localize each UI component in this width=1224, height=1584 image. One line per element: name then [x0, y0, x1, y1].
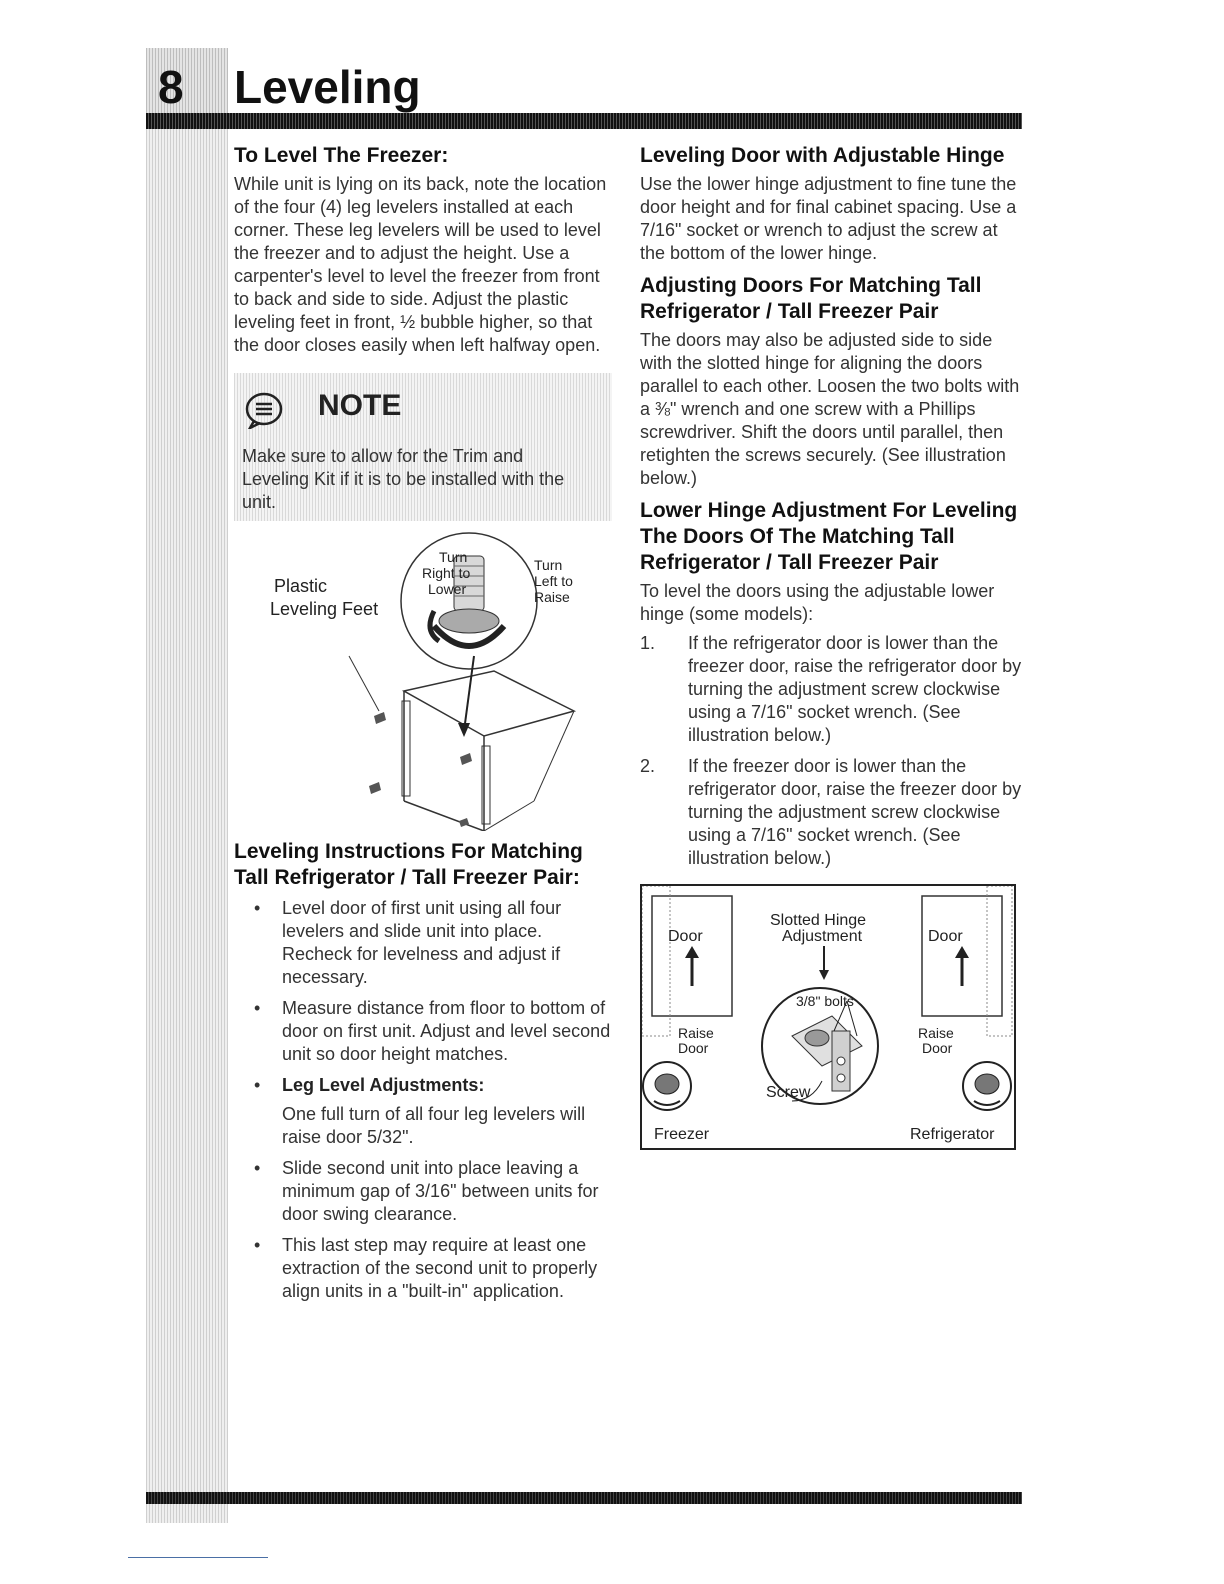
list-item: 1. If the refrigerator door is lower than the freezer door, raise the refrigerator door by turning the adjustment screw clockwise using a 7/16" socket wrench. (See illustration below.) — [640, 633, 1022, 745]
label-turn-left-2: Left to — [534, 573, 573, 589]
label-slotted-hinge: Slotted Hinge — [770, 912, 867, 929]
label-plastic: Plastic — [274, 576, 328, 596]
list-item: • This last step may require at least one extraction of the second unit to properly align units in a "built-in" application. — [234, 1234, 614, 1303]
chapter-number: 8 — [158, 61, 184, 113]
label-raise-left: Raise — [678, 1025, 714, 1041]
list-item: • Level door of first unit using all four levelers and slide unit into place. Recheck for levelness and adjust if necessary. — [234, 897, 614, 989]
footer-rule — [146, 1492, 1022, 1504]
label-door-left: Door — [668, 928, 703, 945]
label-bolts: 3/8" bolts — [796, 993, 854, 1009]
freezer-heading: To Level The Freezer: — [234, 144, 449, 167]
label-door-right-raise: Door — [922, 1040, 953, 1056]
hinge-illustration — [640, 884, 1016, 1150]
label-turn-right-2: Right to — [422, 565, 471, 581]
footer-link-line — [128, 1557, 268, 1558]
label-turn-left-3: Raise — [534, 589, 570, 605]
list-item: • Measure distance from floor to bottom of door on first unit. Adjust and level second unit so door height matches. — [234, 997, 614, 1066]
doors-text: The doors may also be adjusted side to side with the slotted hinge for aligning the doors parallel to each other. Loosen the two bolts with a ⅜" wrench and one screw with a Phillips screwdriver. Shift the doors until parallel, then retighten the screws securely. (See illustration below.) — [640, 330, 1020, 488]
label-door-right: Door — [928, 928, 963, 945]
note-box — [234, 373, 612, 521]
hinge-text: Use the lower hinge adjustment to fine tune the door height and for final cabinet spacing. Use a 7/16" socket or wrench to adjust the screw at the bottom of the lower hinge. — [640, 174, 1017, 263]
leveling-feet-illustration — [234, 531, 614, 831]
label-leveling-feet: Leveling Feet — [270, 599, 379, 619]
label-adjustment: Adjustment — [782, 928, 863, 945]
sidebar-pattern — [146, 113, 228, 1523]
lower-hinge-text: To level the doors using the adjustable lower hinge (some models): — [640, 581, 995, 624]
lower-hinge-heading: Lower Hinge Adjustment For Leveling The Doors Of The Matching Tall Refrigerator / Tall Freezer Pair — [640, 499, 1018, 574]
leg-text: One full turn of all four leg levelers will raise door 5/32". — [282, 1104, 586, 1147]
steps-list — [640, 632, 1022, 870]
label-screw: Screw — [766, 1084, 811, 1101]
label-freezer: Freezer — [654, 1126, 710, 1143]
header-rule — [146, 113, 1022, 129]
label-turn-right-1: Turn — [439, 549, 468, 565]
leg-heading: Leg Level Adjustments: — [282, 1075, 485, 1095]
label-turn-right-3: Lower — [428, 581, 467, 597]
hinge-heading: Leveling Door with Adjustable Hinge — [640, 144, 1005, 167]
left-column — [234, 143, 614, 1311]
label-door-left-raise: Door — [678, 1040, 709, 1056]
list-item: 2. If the freezer door is lower than the refrigerator door, raise the freezer door by turning the adjustment screw clockwise using a 7/16" socket wrench. (See illustration below.) — [640, 756, 1022, 868]
label-raise-right: Raise — [918, 1025, 954, 1041]
page-title: Leveling — [234, 61, 421, 113]
label-refrigerator: Refrigerator — [910, 1126, 995, 1143]
list-item — [234, 1074, 614, 1149]
freezer-text: While unit is lying on its back, note the location of the four (4) leg levelers installed at each corner. These leg levelers will be used to level the freezer and to adjust the height. Use a carpenter's level to level the freezer from front to back and side to side. Adjust the plastic leveling feet in front, ½ bubble higher, so that the door closes easily when left halfway open. — [234, 174, 607, 355]
note-text: Make sure to allow for the Trim and Leveling Kit if it is to be installed with the unit. — [242, 446, 565, 512]
right-column — [640, 143, 1022, 1150]
note-icon — [244, 391, 284, 429]
matching-heading: Leveling Instructions For Matching Tall Refrigerator / Tall Freezer Pair: — [234, 840, 583, 889]
label-turn-left-1: Turn — [534, 557, 563, 573]
matching-list — [234, 897, 614, 1303]
doors-heading: Adjusting Doors For Matching Tall Refrigerator / Tall Freezer Pair — [640, 274, 982, 323]
list-item: • Slide second unit into place leaving a minimum gap of 3/16" between units for door swing clearance. — [234, 1157, 614, 1226]
note-title: NOTE — [318, 389, 402, 422]
